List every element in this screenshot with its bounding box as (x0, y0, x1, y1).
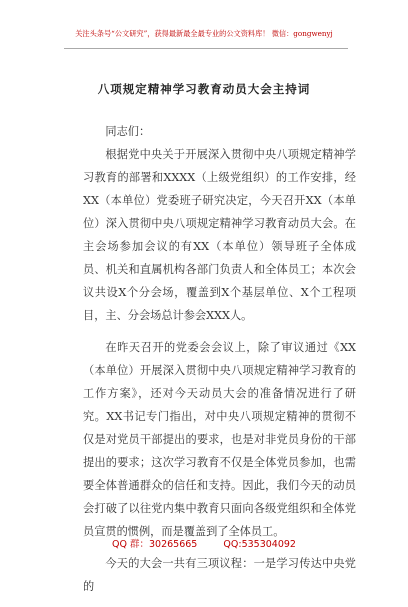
footer-qq-group: QQ 群：30265665 (112, 539, 198, 550)
document-title: 八项规定精神学习教育动员大会主持词 (97, 82, 311, 96)
header-divider (64, 48, 348, 49)
body-paragraph: 根据党中央关于开展深入贯彻中央八项规定精神学习教育的部署和XXXX（上级党组织）的工作安排，经XX（本单位）党委班子研究决定，今天召开XX（本单位）深入贯彻中央八项规定精神学习教育动员大会。在主会场参加会议的有XX（本单位）领导班子全体成员、机关和直属机构各部门负责人和全体员工；本次会议共设X个分会场，覆盖到X个基层单位、X个工程项目，主、分会场总计参会XXX人。 (83, 148, 356, 322)
salutation: 同志们： (105, 125, 151, 138)
footer-contact (0, 536, 408, 550)
document-body (83, 120, 356, 607)
footer-qq-number: QQ:535304092 (223, 539, 296, 550)
body-paragraph: 在昨天召开的党委会会议上，除了审议通过《XX（本单位）开展深入贯彻中央八项规定精神学习教育的工作方案》，还对今天动员大会的准备情况进行了研究。XX书记专门指出，对中央八项规定精神的贯彻不仅是对党员干部提出的要求，也是对非党员身份的干部提出的要求；这次学习教育不仅是全体党员参加，也需要全体普通群众的信任和支持。因此，我们今天的动员会打破了以往党内集中教育只面向各级党组织和全体党员宣贯的惯例，而是覆盖到了全体员工。 (83, 341, 356, 538)
body-paragraph: 今天的大会一共有三项议程：一是学习传达中央党的 (83, 557, 356, 593)
header-banner: 关注头条号“公文研究”，获得最新最全最专业的公文资料库！ 微信：gongwenyj (75, 29, 333, 38)
